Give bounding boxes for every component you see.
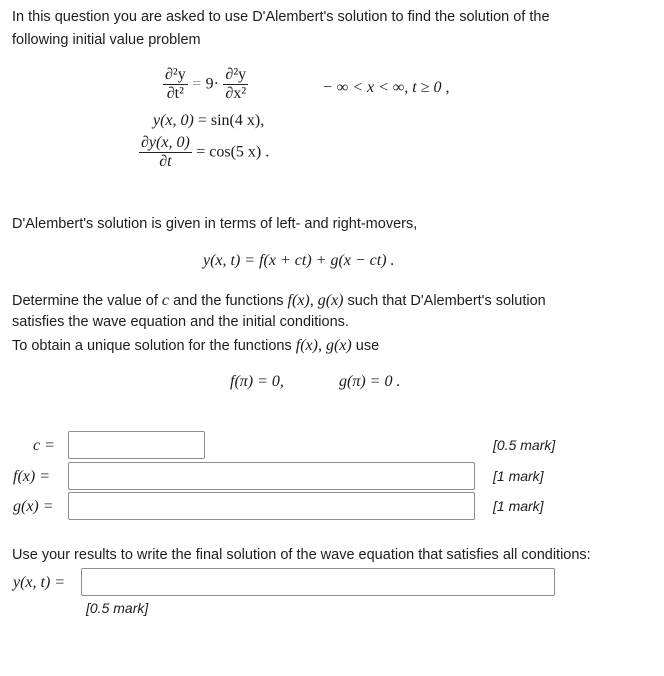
equals-sign: = — [192, 75, 202, 93]
determine-text-b: and the functions — [173, 293, 284, 309]
intro-line-1: In this question you are asked to use D'Alembert's solution to find the solution of the — [12, 9, 550, 25]
determine-funcs: f(x), g(x) — [287, 292, 344, 309]
rhs-numerator: ∂²y — [225, 66, 247, 83]
lhs-fraction — [163, 66, 188, 103]
y-mark: [0.5 mark] — [86, 600, 149, 616]
g-label: g(x) = — [13, 498, 54, 515]
g-mark: [1 mark] — [493, 498, 544, 514]
c-mark: [0.5 mark] — [493, 437, 556, 453]
c-label: c = — [33, 437, 55, 454]
g-input[interactable] — [68, 492, 475, 520]
uniqueness-condition-g: g(π) = 0 . — [339, 373, 401, 390]
f-input[interactable] — [68, 462, 475, 490]
dalembert-intro: D'Alembert's solution is given in terms of left- and right-movers, — [12, 216, 418, 232]
determine-text-a: Determine the value of — [12, 293, 158, 309]
f-label: f(x) = — [13, 468, 50, 485]
determine-c-symbol: c — [161, 292, 170, 309]
y-input[interactable] — [81, 568, 555, 596]
rhs-denominator: ∂x² — [225, 85, 247, 102]
lhs-denominator: ∂t² — [163, 84, 188, 103]
determine-line-1 — [12, 289, 546, 313]
ic1-rhs: = sin(4 x), — [197, 112, 265, 129]
initial-condition-velocity — [139, 134, 269, 171]
ic2-denominator: ∂t — [139, 152, 192, 171]
domain-condition: − ∞ < x < ∞, t ≥ 0 , — [322, 79, 450, 96]
determine-line-3 — [12, 334, 379, 358]
determine-line-2: satisfies the wave equation and the initial conditions. — [12, 314, 349, 330]
dalembert-formula: y(x, t) = f(x + ct) + g(x − ct) . — [203, 252, 395, 269]
y-label: y(x, t) = — [13, 574, 66, 591]
ic2-numerator: ∂y(x, 0) — [141, 134, 190, 151]
determine-text-e: use — [355, 338, 380, 354]
initial-condition-displacement — [153, 112, 264, 130]
f-mark: [1 mark] — [493, 468, 544, 484]
intro-line-2: following initial value problem — [12, 32, 201, 48]
wave-coefficient: 9· — [205, 75, 219, 93]
ic1-lhs: y(x, 0) — [153, 112, 194, 129]
ic2-rhs: = cos(5 x) . — [196, 143, 270, 161]
determine-text-c: such that D'Alembert's solution — [347, 293, 546, 309]
rhs-fraction — [223, 66, 248, 103]
ic2-fraction — [139, 134, 192, 171]
wave-equation — [163, 66, 248, 103]
uniqueness-condition-f: f(π) = 0, — [230, 373, 284, 390]
c-input[interactable] — [68, 431, 205, 459]
determine-funcs-2: f(x), g(x) — [295, 337, 352, 354]
final-prompt: Use your results to write the final solution of the wave equation that satisfies all conditions: — [12, 547, 591, 563]
determine-text-d: To obtain a unique solution for the functions — [12, 338, 292, 354]
lhs-numerator: ∂²y — [165, 66, 186, 83]
